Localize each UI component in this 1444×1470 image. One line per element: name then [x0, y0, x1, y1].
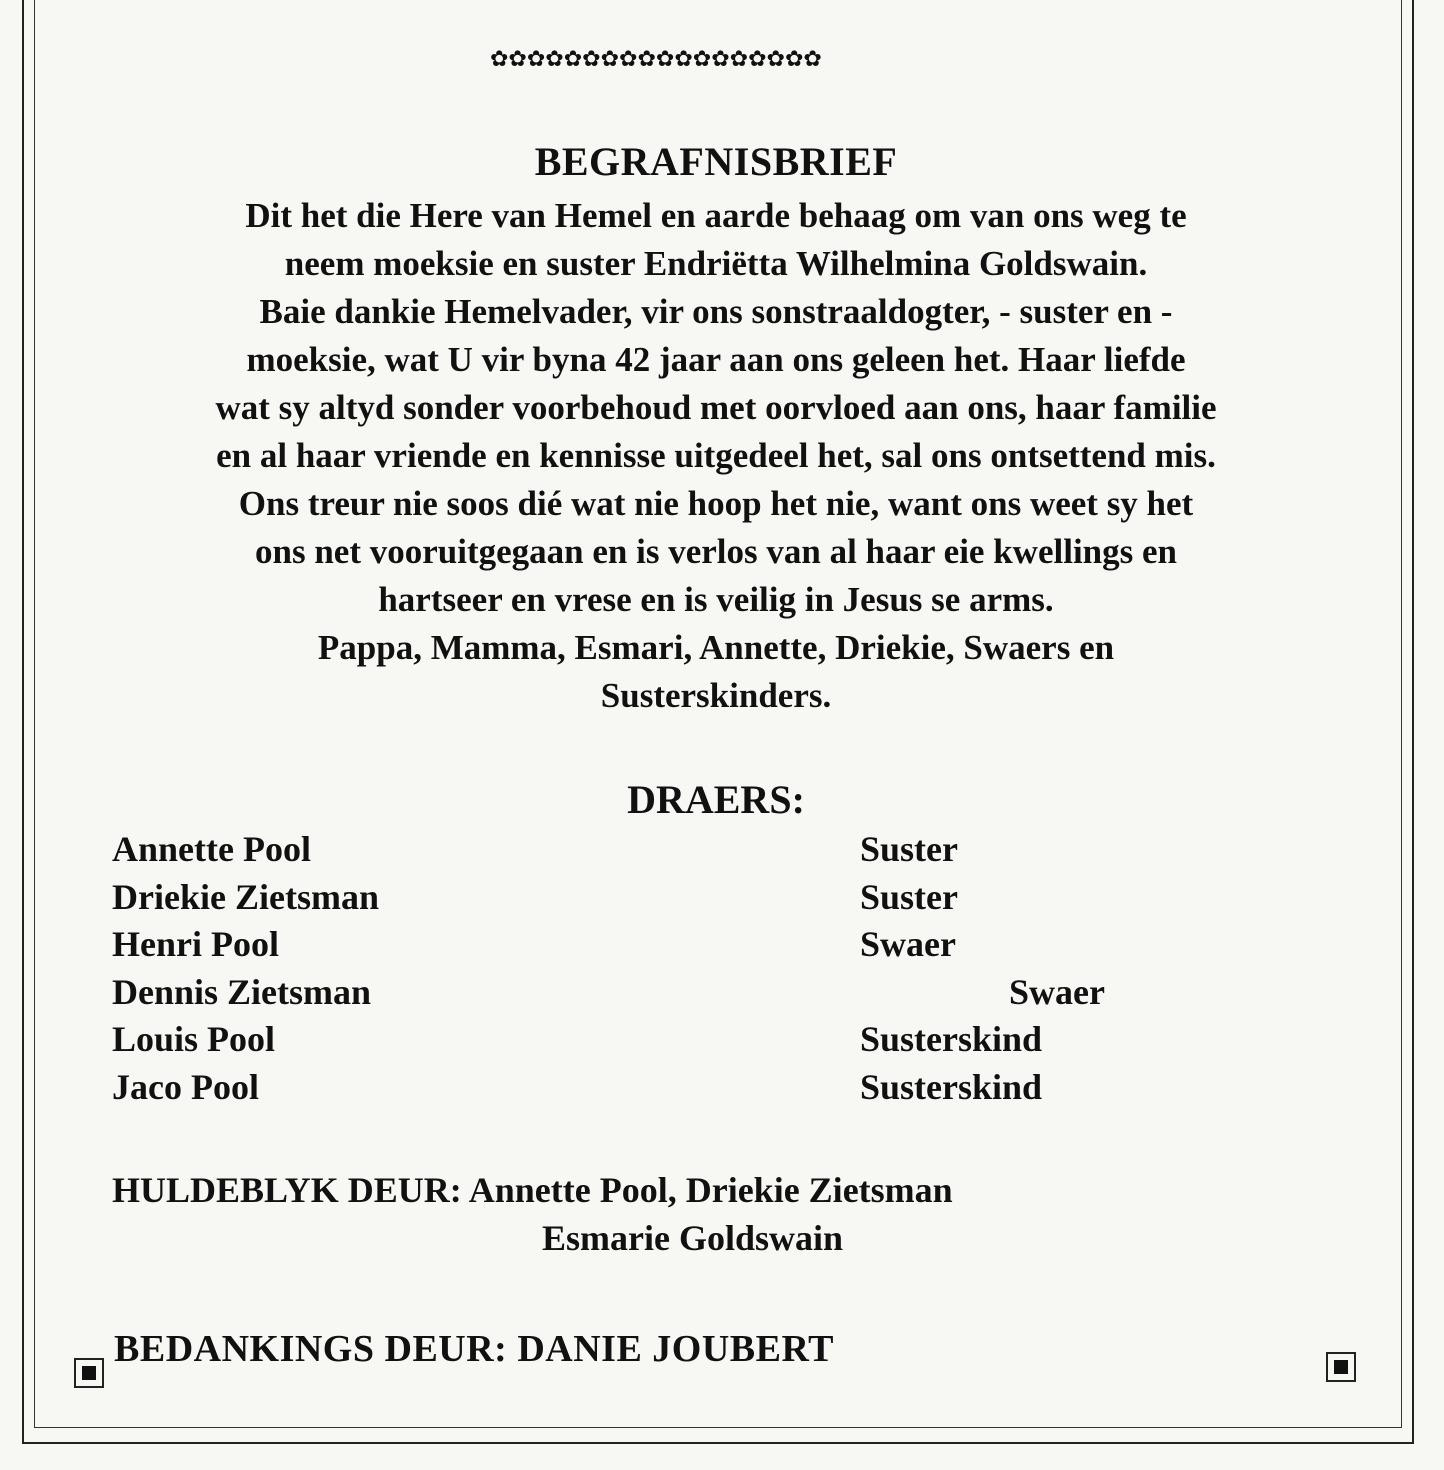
bearer-role: Susterskind	[860, 1066, 1043, 1107]
ornament-text: ✿✿✿✿✿✿✿✿✿✿✿✿✿✿✿✿✿✿	[490, 46, 822, 71]
message-line: neem moeksie en suster Endriëtta Wilhelmina Goldswain.	[284, 244, 1148, 283]
message-body	[0, 192, 1432, 720]
message-line: ons net vooruitgegaan en is verlos van al haar eie kwellings en	[254, 532, 1177, 571]
bearer-name: Driekie Zietsman	[112, 876, 379, 917]
bearer-role: Suster	[860, 829, 958, 869]
ornament-border-icon	[490, 42, 940, 76]
message-line: Pappa, Mamma, Esmari, Annette, Driekie, Swaers en	[317, 628, 1115, 667]
bearer-name: Henri Pool	[112, 924, 279, 964]
bearers-heading: DRAERS:	[627, 777, 805, 822]
bearer-row	[112, 874, 1212, 922]
thanks-line: BEDANKINGS DEUR: DANIE JOUBERT	[114, 1328, 834, 1370]
message-line: moeksie, wat U vir byna 42 jaar aan ons geleen het. Haar liefde	[246, 340, 1186, 379]
document-title: BEGRAFNISBRIEF	[534, 139, 898, 184]
bearer-row	[112, 1016, 1212, 1064]
bearer-role: Susterskind	[860, 1019, 1043, 1059]
bearers-list	[112, 826, 1212, 1111]
message-line: Baie dankie Hemelvader, vir ons sonstraaldogter, - suster en -	[259, 292, 1173, 331]
bearer-name: Jaco Pool	[112, 1066, 259, 1107]
message-line: Dit het die Here van Hemel en aarde behaag om van ons weg te	[245, 196, 1187, 235]
corner-ornament-right	[1326, 1352, 1356, 1382]
bearer-row	[112, 969, 1212, 1017]
bearer-name: Louis Pool	[112, 1019, 276, 1059]
message-line: wat sy altyd sonder voorbehoud met oorvloed aan ons, haar familie	[215, 388, 1217, 427]
message-line: Susterskinders.	[600, 676, 832, 715]
tribute-line-continued: Esmarie Goldswain	[542, 1218, 844, 1258]
tribute-line: HULDEBLYK DEUR: Annette Pool, Driekie Zietsman	[112, 1170, 953, 1210]
corner-ornament-left	[74, 1358, 104, 1388]
bearer-row	[112, 921, 1212, 969]
message-line: en al haar vriende en kennisse uitgedeel het, sal ons ontsettend mis.	[216, 436, 1216, 475]
message-line: Ons treur nie soos dié wat nie hoop het nie, want ons weet sy het	[238, 484, 1194, 523]
bearer-role: Swaer	[860, 924, 956, 964]
bearer-name: Dennis Zietsman	[112, 971, 372, 1012]
bearer-role: Suster	[860, 876, 958, 917]
message-line: hartseer en vrese en is veilig in Jesus se arms.	[378, 580, 1054, 619]
bearer-row	[112, 826, 1212, 874]
bearer-row	[112, 1064, 1212, 1112]
bearer-name: Annette Pool	[112, 829, 311, 869]
bearer-role: Swaer	[1009, 971, 1105, 1012]
